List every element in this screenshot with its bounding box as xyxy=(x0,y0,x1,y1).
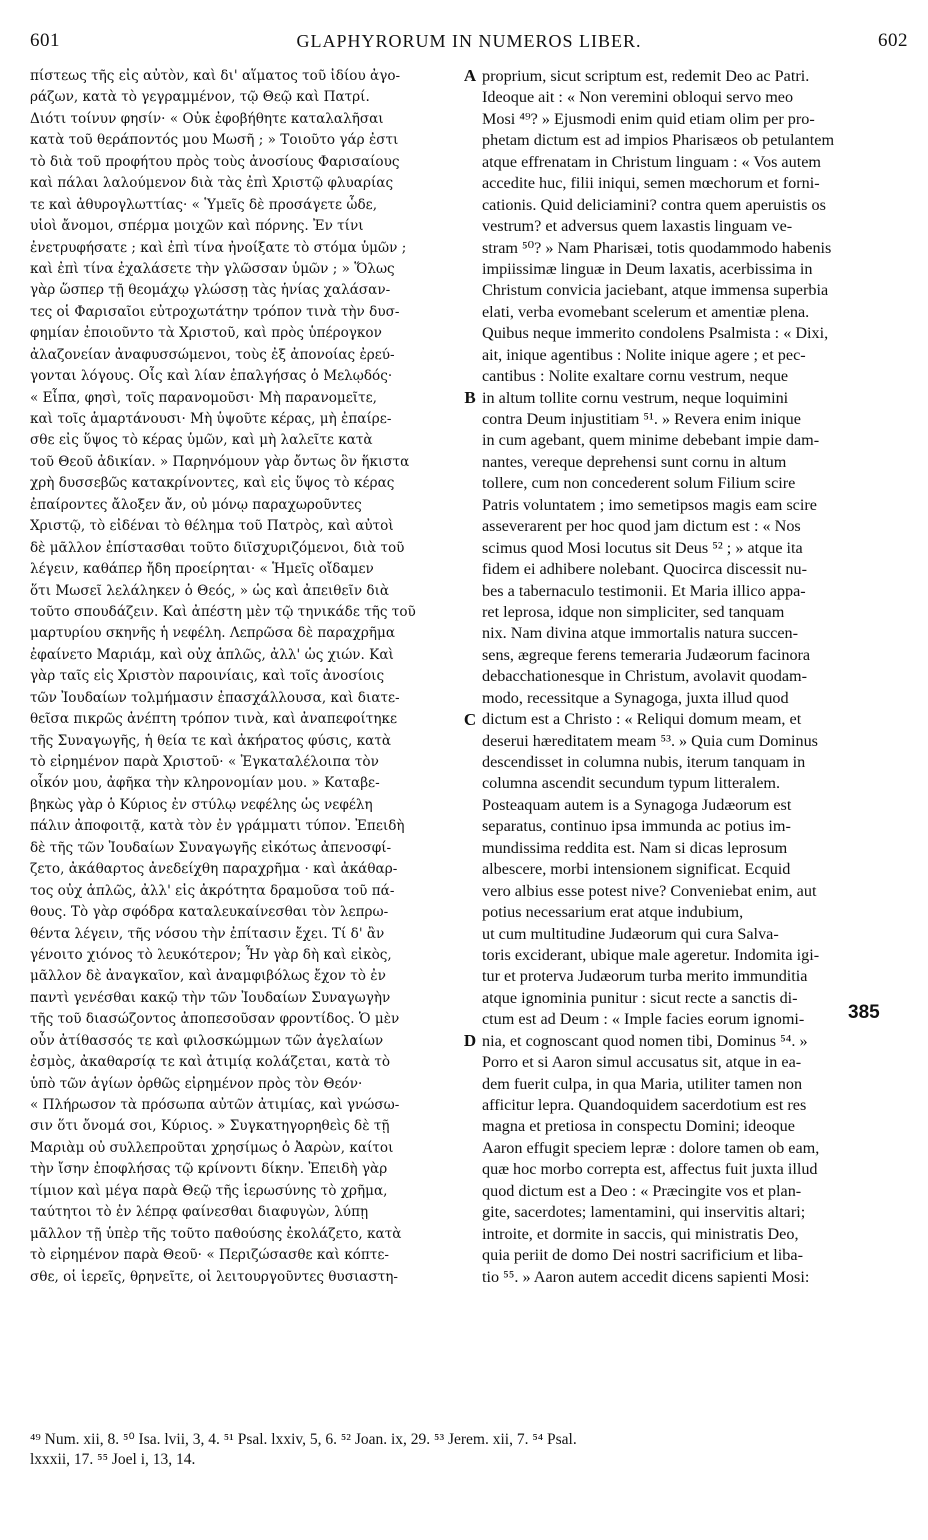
greek-text-line: λέγειν, καθάπερ ἤδη προείρηται· « Ἡμεῖς οἴδαμεν xyxy=(30,561,374,578)
latin-text-line: proprium, sicut scriptum est, redemit Deo ac Patri. xyxy=(482,67,810,85)
greek-text-line: τες οἱ Φαρισαῖοι εὐτροχωτάτην τρόπον τινὰ τὴν δυσ- xyxy=(30,303,400,320)
greek-text-line: γονται λόγους. Οἷς καὶ λίαν ἐπαλγήσας ὁ Μελῳδός· xyxy=(30,368,393,385)
greek-text-line: γένοιτο χιόνος τὸ λευκότερον; Ἦν γὰρ δὴ καὶ εἰκὸς, xyxy=(30,946,392,963)
latin-text-line: sens, ægreque ferens temeraria Judæorum facinora xyxy=(482,645,811,664)
greek-text-line: τε καὶ ἀθυρογλωττίας· « Ὑμεῖς δὲ προσάγετε ὧδε, xyxy=(30,196,378,213)
greek-text-line: Διότι τοίνυν φησίν· « Οὐκ ἐφοβήθητε καταλαλῆσαι xyxy=(30,110,384,127)
greek-text-line: τῶν Ἰουδαίων τολμήμασιν ἐπασχάλλουσα, καὶ διατε- xyxy=(30,689,400,706)
greek-text-line: τὸ διὰ τοῦ προφήτου πρὸς τοὺς ἀνοσίους Φαρισαίους xyxy=(30,153,400,170)
greek-text-line: ἐσμὸς, ἀκαθαρσίᾳ τε καὶ ἀτιμίᾳ κολάζεται, κατὰ τὸ xyxy=(30,1054,391,1071)
footnote-line: lxxxii, 17. ⁵⁵ Joel i, 13, 14. xyxy=(30,1451,196,1468)
latin-text-line: cantibus : Nolite exaltare cornu vestrum, neque xyxy=(482,367,789,386)
greek-text-line: καὶ ἐπὶ τίνα ἐχαλάσετε τὴν γλῶσσαν ὑμῶν ; » Ὅλως xyxy=(30,260,395,277)
latin-text-line: debacchationesque in Christum, avolavit quodam- xyxy=(482,667,808,686)
greek-text-line: ἐπαίροντες ἄλοξεν ἄν, οὐ μόνῳ παραχωροῦντες xyxy=(30,496,362,513)
greek-text-line: « Εἶπα, φησὶ, τοῖς παρανομοῦσι· Μὴ παρανομεῖτε, xyxy=(30,389,378,406)
greek-text-line: τος οὐχ ἁπλῶς, ἀλλ' εἰς ἀκρότητα δραμοῦσα τοῦ πά- xyxy=(30,882,395,899)
greek-text-line: τίμιον καὶ μέγα παρὰ Θεῷ τῆς ἱερωσύνης τὸ χρῆμα, xyxy=(30,1182,388,1199)
latin-text-line: in altum tollite cornu vestrum, neque loquimini xyxy=(482,388,789,407)
greek-column xyxy=(30,66,460,1288)
latin-text-line: nix. Nam divina atque immortalis natura succen- xyxy=(482,624,799,643)
greek-text-line: ἐφαίνετο Μαριάμ, καὶ οὐχ ἁπλῶς, ἀλλ' ὡς χιών. Καὶ xyxy=(30,646,394,663)
latin-text-line: dictum est a Christo : « Reliqui domum meam, et xyxy=(482,710,802,729)
greek-text-line: υἱοὶ ἄνομοι, σπέρμα μοιχῶν καὶ πόρνης. Ἐν τίνι xyxy=(30,218,364,235)
latin-text-line: tio ⁵⁵. » Aaron autem accedit dicens sapienti Mosi: xyxy=(482,1267,810,1286)
latin-text-line: stram ⁵⁰? » Nam Pharisæi, totis quodammodo habenis xyxy=(482,238,832,257)
latin-text-line: asseverarent per hoc quod jam dictum est : « Nos xyxy=(482,517,801,536)
greek-text-line: θέντα λέγειν, τῆς νόσου τὴν ἐπίτασιν ἔχει. Τί δ' ἂν xyxy=(30,925,385,942)
latin-text-line: columna ascendit secundum typum litteralem. xyxy=(482,774,781,793)
latin-text-line: ut cum multitudine Judæorum qui cura Salva- xyxy=(482,924,779,943)
greek-text-line: κατὰ τοῦ θεράποντός μου Μωσῆ ; » Τοιοῦτο γάρ ἐστι xyxy=(30,132,399,149)
latin-text-line: separatus, continuo ipsa immunda ac potius im- xyxy=(482,817,791,836)
latin-text-line: Christum convicia jaciebant, atque immensa superbia xyxy=(482,281,829,300)
latin-text-line: quæ hoc morbo correpta est, affectus fuit juxta illud xyxy=(482,1160,818,1179)
greek-text-line: τοῦτο σπουδάζειν. Καὶ ἀπέστη μὲν τῷ τηνικάδε τῆς τοῦ xyxy=(30,603,416,620)
greek-text-line: οὖν ἀτίθασσός τε καὶ φιλοσκώμμων τῶν ἀγελαίων xyxy=(30,1032,384,1049)
greek-text-line: θεῖσα πικρῶς ἀνέπτη τρόπον τινὰ, καὶ ἀναπεφοίτηκε xyxy=(30,711,398,728)
section-marker-b: B xyxy=(464,387,476,407)
greek-text-line: καὶ πάλαι λαλούμενον διὰ τὰς ἐπὶ Χριστῷ φλυαρίας xyxy=(30,175,394,192)
latin-text-line: ctum est ad Deum : « Imple facies eorum ignomi- xyxy=(482,1010,805,1029)
greek-text-line: ζετο, ἀκάθαρτος ἀνεδείχθη παραχρῆμα · καὶ ἀκάθαρ- xyxy=(30,861,398,878)
greek-text-line: μᾶλλον τῇ ὑπὲρ τῆς τοῦτο παθούσης ἐκολάζετο, κατὰ xyxy=(30,1225,402,1242)
latin-text-line: tur et proterva Judæorum turba merito immunditia xyxy=(482,967,808,986)
latin-text-line: in cum agebant, quem minime debebant impie dam- xyxy=(482,431,820,450)
latin-text-line: ait, inique agentibus : Nolite inique agere ; et pec- xyxy=(482,345,806,364)
latin-text-line: toris exciderant, ubique male ageretur. Indomita igi- xyxy=(482,945,820,964)
greek-text-line: ὑπὸ τῶν ἁγίων ὀρθῶς εἰρημένον πρὸς τὸν Θεόν· xyxy=(30,1075,363,1092)
latin-text-line: potius necessarium erat atque indubium, xyxy=(482,903,744,922)
latin-text-line: Patris voluntatem ; imo semetipsos magis eam scire xyxy=(482,495,817,514)
running-title: GLAPHYRORUM IN NUMEROS LIBER. xyxy=(296,30,642,51)
latin-text-line: Ideoque ait : « Non veremini obloqui servo meo xyxy=(482,88,794,107)
latin-text-line: phetam dictum est ad impios Pharisæos ob petulantem xyxy=(482,131,835,150)
latin-text-line: Quibus neque immerito condolens Psalmista : « Dixi, xyxy=(482,324,829,343)
latin-text-line: vestrum? et adversus quem laxastis linguam ve- xyxy=(482,217,793,236)
latin-text-line: contra Deum injustitiam ⁵¹. » Revera enim inique xyxy=(482,410,801,428)
latin-text-line: accedite huc, filii iniqui, semen mœchorum et forni- xyxy=(482,174,820,193)
greek-text-line: σιν ὅτι ὄνομά σοι, Κύριος. » Συγκατηγορηθεὶς δὲ τῇ xyxy=(30,1118,390,1135)
greek-text-line: σθε, οἱ ἱερεῖς, θρηνεῖτε, οἱ λειτουργοῦντες θυσιαστη- xyxy=(30,1268,399,1285)
greek-text-line: χρὴ δυσσεβῶς κατακρίνοντες, καὶ εἰς ὕψος τὸ κέρας xyxy=(30,475,395,492)
greek-text-line: βηκὼς γὰρ ὁ Κύριος ἐν στύλῳ νεφέλης ὡς νεφέλη xyxy=(30,796,373,813)
latin-text-line: cationis. Quid deliciamini? contra quem aperuistis os xyxy=(482,195,826,214)
latin-text-line: vero albius esse potest nive? Conveniebat enim, aut xyxy=(482,881,817,900)
latin-text-line: Porro et si Aaron simul accusatus sit, atque in ea- xyxy=(482,1053,802,1072)
footnotes xyxy=(30,1430,908,1470)
latin-text-line: gite, sacerdotes; lamentamini, qui inservitis altari; xyxy=(482,1203,806,1222)
greek-text-line: σθε εἰς ὕψος τὸ κέρας ὑμῶν, καὶ μὴ λαλεῖτε κατὰ xyxy=(30,432,373,449)
greek-text-line: παντὶ γενέσθαι κακῷ τὴν τῶν Ἰουδαίων Συναγωγὴν xyxy=(30,989,391,1006)
latin-text-line: magna et pretiosa in conspectu Domini; ideoque xyxy=(482,1117,795,1136)
section-marker-d: D xyxy=(463,1031,477,1051)
greek-text-line: πίστεως τῆς εἰς αὐτὸν, καὶ δι' αἵματος τοῦ ἰδίου ἀγο- xyxy=(30,68,401,84)
greek-text-line: τῆς Συναγωγῆς, ἡ θεία τε καὶ ἀκήρατος φύσις, κατὰ xyxy=(30,732,392,749)
greek-text-line: μᾶλλον δὲ ἀναγκαῖον, καὶ ἀναμφιβόλως ἔχον τὸ ἐν xyxy=(30,968,386,985)
latin-text-line: fidem ei adhibere nolebant. Quocirca discessit nu- xyxy=(482,560,807,579)
greek-text-line: δὲ τῆς τῶν Ἰουδαίων Συναγωγῆς εἰκότως ἀπενοσφί- xyxy=(30,839,392,856)
greek-text-line: οἶκόν μου, ἀφῆκα τὴν κληρονομίαν μου. » Καταβε- xyxy=(30,775,380,792)
greek-text-line: θους. Τὸ γὰρ σφόδρα καταλευκαίνεσθαι τὸν λεπρω- xyxy=(30,904,389,921)
latin-text-line: quod dictum est a Deo : « Præcingite vos et plan- xyxy=(482,1181,802,1200)
greek-text-line: ράζων, κατὰ τὸ γεγραμμένον, τῷ Θεῷ καὶ Πατρί. xyxy=(30,89,370,106)
latin-text-line: afficitur lepra. Quandoquidem sacerdotium est res xyxy=(482,1096,807,1114)
greek-text-line: γὰρ ταῖς εἰς Χριστὸν παροινίαις, καὶ τοῖς ἀνοσίοις xyxy=(30,668,385,685)
margin-column-number: 385 xyxy=(848,1002,880,1023)
latin-text-line: descendisset in columna nubis, iterum tanquam in xyxy=(482,753,806,771)
latin-text-line: atque ignominia punitur : sicut recte a sanctis di- xyxy=(482,988,798,1007)
left-page-number: 601 xyxy=(30,30,60,51)
latin-text-line: tollere, cum non concederent solum Filium scire xyxy=(482,474,796,493)
latin-text-line: introite, et dormite in saccis, qui ministratis Deo, xyxy=(482,1224,799,1243)
greek-text-line: τοῦ Θεοῦ ἀδικίαν. » Παρηνόμουν γὰρ ὄντως ὃν ἥκιστα xyxy=(30,453,410,470)
page-header xyxy=(30,26,908,56)
latin-text-line: ret leprosa, idque non simpliciter, sed tanquam xyxy=(482,602,785,621)
greek-text-line: ἐνετρυφήσατε ; καὶ ἐπὶ τίνα ἠνοίξατε τὸ στόμα ὑμῶν ; xyxy=(30,239,407,256)
latin-text-line: dem fuerit culpa, in qua Maria, utiliter tamen non xyxy=(482,1074,803,1093)
right-page-number: 602 xyxy=(878,30,908,51)
greek-text-line: τὸ εἰρημένον παρὰ Χριστοῦ· « Ἐγκαταλέλοιπα τὸν xyxy=(30,754,379,770)
latin-text-line: modo, recessitque a Synagoga, juxta illud quod xyxy=(482,688,789,707)
greek-text-line: « Πλήρωσον τὰ πρόσωπα αὐτῶν ἀτιμίας, καὶ γνώσω- xyxy=(30,1097,400,1113)
greek-text-line: τὴν ἴσην ἐποφλήσας τῷ κρίνοντι δίκην. Ἐπειδὴ γὰρ xyxy=(30,1161,388,1178)
greek-text-line: δὲ μᾶλλον ἐπίστασθαι τοῦτο διϊσχυριζόμενοι, διὰ τοῦ xyxy=(30,539,405,556)
latin-text-line: bes a tabernaculo testimonii. Et Maria illico appa- xyxy=(482,581,806,600)
latin-text-line: albescere, morbi intensionem significat. Ecquid xyxy=(482,860,791,879)
greek-text-line: ὅτι Μωσεῖ λελάληκεν ὁ Θεός, » ὡς καὶ ἀπειθεῖν διὰ xyxy=(30,582,390,599)
greek-text-line: πάλιν ἀποφοιτᾷ, κατὰ τὸν ἐν γράμματι τύπον. Ἐπειδὴ xyxy=(30,818,405,835)
latin-text-line: quia periit de domo Dei nostri sacrificium et liba- xyxy=(482,1246,803,1265)
section-marker-c: C xyxy=(463,709,477,729)
latin-text-line: Aaron effugit speciem lepræ : dolore tamen ob eam, xyxy=(482,1138,820,1157)
greek-text-line: Χριστῷ, τὸ εἰδέναι τὸ θέλημα τοῦ Πατρὸς, καὶ αὐτοὶ xyxy=(30,518,394,535)
greek-text-line: Μαριὰμ οὐ συλλεπροῦται χρησίμως ὁ Ἀαρὼν, καίτοι xyxy=(30,1139,394,1156)
footnote-line: ⁴⁹ Num. xii, 8. ⁵⁰ Isa. lvii, 3, 4. ⁵¹ Psal. lxxiv, 5, 6. ⁵² Joan. ix, 29. ⁵³ Jerem. xii, 7. ⁵⁴ Psal. xyxy=(30,1431,577,1448)
latin-text-line: scimus quod Mosi locutus sit Deus ⁵² ; » atque ita xyxy=(482,538,803,557)
latin-text-line: deserui hæreditatem meam ⁵³. » Quia cum Dominus xyxy=(482,731,818,750)
greek-text-line: φημίαν ἐποιοῦντο τὰ Χριστοῦ, καὶ πρὸς ὑπέρογκον xyxy=(30,325,382,342)
greek-text-line: καὶ τοῖς ἁμαρτάνουσι· Μὴ ὑψοῦτε κέρας, μὴ ἐπαίρε- xyxy=(30,411,392,427)
latin-text-line: mundissima reddita est. Nam si dicas leprosum xyxy=(482,838,788,857)
greek-text-line: ἀλαζονείαν ἀναφυσσώμενοι, τοὺς ἐξ ἀπονοίας ἐρεύ- xyxy=(30,346,395,363)
latin-text-line: elati, verba evomebant scelerum et amentiæ plena. xyxy=(482,302,810,321)
greek-text-line: μαρτυρίου σκηνῆς ἡ νεφέλη. Λεπρῶσα δὲ παραχρῆμα xyxy=(30,625,396,642)
latin-text-line: Mosi ⁴⁹? » Ejusmodi enim quid etiam olim per pro- xyxy=(482,109,815,128)
latin-text-line: impiissimæ linguæ in Deum laxatis, acerbissima in xyxy=(482,259,813,278)
latin-text-line: nia, et cognoscant quod nomen tibi, Dominus ⁵⁴. » xyxy=(482,1031,808,1050)
greek-text-line: ταύτητοι τὸ ἐν λέπρᾳ φαίνεσθαι διαφυγὼν, λύπῃ xyxy=(30,1204,369,1221)
greek-text-line: τὸ εἰρημένον παρὰ Θεοῦ· « Περιζώσασθε καὶ κόπτε- xyxy=(30,1247,390,1264)
section-marker-a: A xyxy=(463,66,477,85)
greek-text-line: τῆς τοῦ διασώζοντος ἀποπεσοῦσαν φροντίδος. Ὁ μὲν xyxy=(30,1011,400,1028)
latin-text-line: Posteaquam autem is a Synagoga Judæorum est xyxy=(482,795,792,814)
latin-text-line: atque effrenatam in Christum linguam : « Vos autem xyxy=(482,152,821,171)
latin-text-line: nantes, vereque deprehensi sunt cornu in altum xyxy=(482,452,787,471)
latin-column xyxy=(482,66,910,1288)
greek-text-line: γὰρ ὥσπερ τῇ θεομάχῳ γλώσσῃ τὰς ἡνίας χαλάσαν- xyxy=(30,282,391,299)
